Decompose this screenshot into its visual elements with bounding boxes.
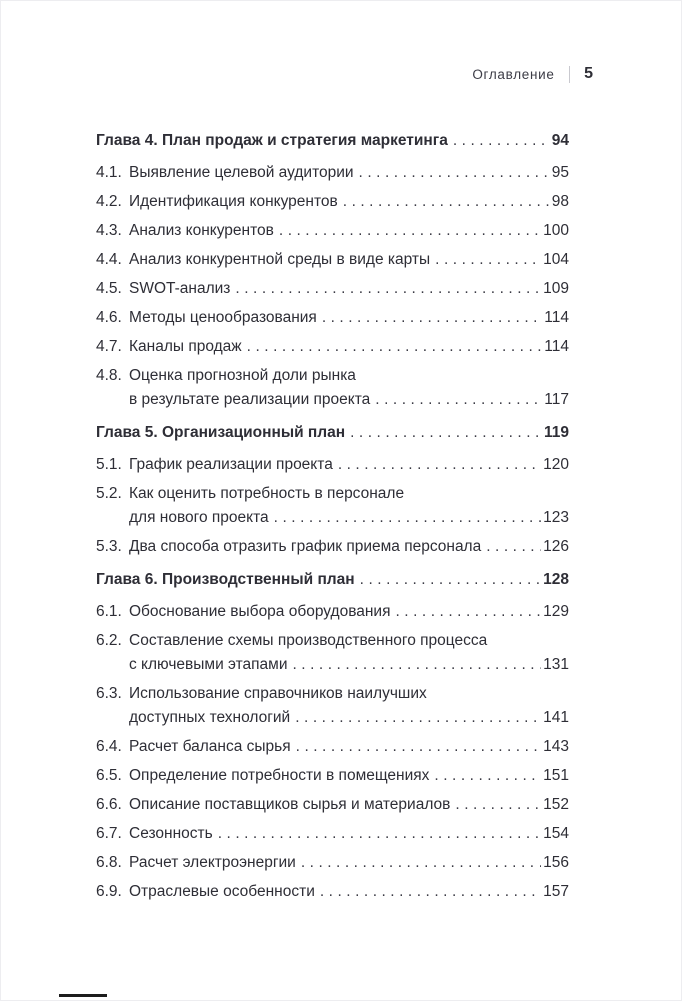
toc-entry-number: 4.7.: [96, 338, 122, 355]
toc-chapter-entry[interactable]: [96, 129, 569, 153]
toc-entry-title: в результате реализации проекта: [129, 391, 371, 408]
toc-entry-page: 109: [543, 280, 569, 297]
dot-leader: [322, 306, 542, 330]
toc-entry-title: для нового проекта: [129, 509, 269, 526]
toc-entry-number: 6.7.: [96, 825, 122, 842]
toc-entry-body: [129, 764, 569, 788]
toc-entry-title: Сезонность: [129, 825, 213, 842]
toc-entry-page: 114: [544, 338, 569, 355]
toc-entry-body: [129, 248, 569, 272]
toc-entry-title: Анализ конкурентной среды в виде карты: [129, 251, 431, 268]
dot-leader: [434, 764, 541, 788]
toc-entry-number: 4.8.: [96, 367, 122, 384]
toc-entry-title: Анализ конкурентов: [129, 222, 274, 239]
toc-entry-body: [129, 161, 569, 185]
toc-entry-title: Каналы продаж: [129, 338, 242, 355]
toc-entry-body: [129, 306, 569, 330]
toc-entry-number: 6.4.: [96, 738, 122, 755]
toc-entry-number: 5.1.: [96, 456, 122, 473]
toc-entry[interactable]: [96, 822, 569, 846]
dot-leader: [301, 851, 541, 875]
dot-leader: [295, 706, 541, 730]
dot-leader: [486, 535, 541, 559]
toc-entry[interactable]: [96, 764, 569, 788]
dot-leader: [396, 600, 542, 624]
toc-entry[interactable]: [96, 248, 569, 272]
toc-entry-body: [129, 851, 569, 875]
toc-entry-title: Отраслевые особенности: [129, 883, 315, 900]
toc-entry-title: Глава 6. Производственный план: [96, 571, 355, 588]
toc-entry[interactable]: [96, 851, 569, 875]
toc-entry-body: [96, 421, 569, 445]
dot-leader: [338, 453, 541, 477]
toc-chapter-entry[interactable]: [96, 568, 569, 592]
toc-entry-title: Выявление целевой аудитории: [129, 164, 354, 181]
toc-entry-page: 143: [543, 738, 569, 755]
toc-entry-title: Как оценить потребность в персонале: [129, 485, 405, 502]
toc-section: [96, 568, 569, 904]
dot-leader: [296, 735, 541, 759]
toc-entry-number: 5.3.: [96, 538, 122, 555]
dot-leader: [247, 335, 543, 359]
toc-entry-page: 129: [543, 603, 569, 620]
toc-entry-page: 117: [544, 391, 569, 408]
dot-leader: [453, 129, 550, 153]
toc-entry[interactable]: [96, 482, 569, 530]
toc-entry-page: 119: [543, 424, 569, 441]
toc-entry-body: [129, 880, 569, 904]
toc-entry[interactable]: [96, 306, 569, 330]
toc-entry-number: 6.9.: [96, 883, 122, 900]
toc-entry-page: 114: [544, 309, 569, 326]
toc-entry-number: 4.5.: [96, 280, 122, 297]
toc-entry-body: [129, 190, 569, 214]
toc-entry-page: 123: [543, 509, 569, 526]
toc-entry-number: 4.1.: [96, 164, 122, 181]
dot-leader: [218, 822, 541, 846]
toc-entry[interactable]: [96, 161, 569, 185]
toc-entry-title: Описание поставщиков сырья и материалов: [129, 796, 451, 813]
toc-entry[interactable]: [96, 682, 569, 730]
toc-entry-body: [129, 793, 569, 817]
toc-entry-title: Методы ценообразования: [129, 309, 317, 326]
toc-entry[interactable]: [96, 453, 569, 477]
header-title: Оглавление: [472, 66, 555, 82]
toc-entry-page: 128: [543, 571, 569, 588]
toc-entry-page: 152: [543, 796, 569, 813]
toc-entry-body: [129, 364, 569, 412]
toc-entry-page: 151: [543, 767, 569, 784]
dot-leader: [274, 506, 541, 530]
toc-entry-page: 95: [551, 164, 569, 181]
toc-entry-page: 154: [543, 825, 569, 842]
dot-leader: [359, 161, 550, 185]
header-page-number: 5: [584, 65, 593, 82]
dot-leader: [375, 388, 542, 412]
toc-entry-number: 4.2.: [96, 193, 122, 210]
toc-entry-number: 6.2.: [96, 632, 122, 649]
toc-entry-title: Обоснование выбора оборудования: [129, 603, 391, 620]
toc-entry-number: 5.2.: [96, 485, 122, 502]
toc-entry-title: с ключевыми этапами: [129, 656, 288, 673]
toc-entry-number: 6.1.: [96, 603, 122, 620]
toc-entry-number: 6.8.: [96, 854, 122, 871]
toc-entry-title: Расчет баланса сырья: [129, 738, 291, 755]
toc-entry-page: 131: [543, 656, 569, 673]
toc-entry-page: 126: [543, 538, 569, 555]
toc-entry-title: Оценка прогнозной доли рынка: [129, 367, 356, 384]
toc-entry-body: [129, 277, 569, 301]
toc-entry-page: 100: [543, 222, 569, 239]
toc-entry-page: 120: [543, 456, 569, 473]
dot-leader: [235, 277, 541, 301]
dot-leader: [350, 421, 542, 445]
toc-list: [96, 129, 593, 904]
toc-entry[interactable]: [96, 335, 569, 359]
toc-entry-number: 4.4.: [96, 251, 122, 268]
toc-entry-body: [96, 129, 569, 153]
toc-entry-title: Глава 5. Организационный план: [96, 424, 346, 441]
toc-entry[interactable]: [96, 735, 569, 759]
toc-entry-title: Расчет электроэнергии: [129, 854, 296, 871]
toc-entry[interactable]: [96, 629, 569, 677]
toc-entry-page: 94: [551, 132, 569, 149]
toc-entry[interactable]: [96, 364, 569, 412]
toc-entry-title: Два способа отразить график приема персонала: [129, 538, 482, 555]
toc-entry-page: 104: [543, 251, 569, 268]
toc-entry-title: SWOT-анализ: [129, 280, 231, 297]
toc-chapter-entry[interactable]: [96, 421, 569, 445]
toc-entry-number: 4.6.: [96, 309, 122, 326]
page-header: [96, 65, 593, 83]
toc-entry[interactable]: [96, 600, 569, 624]
dot-leader: [360, 568, 541, 592]
toc-entry-number: 6.3.: [96, 685, 122, 702]
toc-entry[interactable]: [96, 880, 569, 904]
toc-entry-title: Использование справочников наилучших: [129, 685, 427, 702]
toc-entry-title: Определение потребности в помещениях: [129, 767, 430, 784]
toc-entry-body: [129, 682, 569, 730]
toc-entry-body: [129, 219, 569, 243]
toc-entry[interactable]: [96, 277, 569, 301]
dot-leader: [279, 219, 541, 243]
page-edge-mark: [59, 994, 107, 997]
toc-entry-body: [129, 453, 569, 477]
dot-leader: [343, 190, 550, 214]
toc-entry-body: [129, 335, 569, 359]
dot-leader: [435, 248, 541, 272]
toc-section: [96, 129, 569, 412]
toc-entry-title: Идентификация конкурентов: [129, 193, 338, 210]
header-divider: [569, 66, 571, 83]
toc-entry-title: Составление схемы производственного процесса: [129, 632, 488, 649]
toc-entry[interactable]: [96, 219, 569, 243]
toc-entry-body: [129, 535, 569, 559]
toc-entry-page: 156: [543, 854, 569, 871]
toc-entry-page: 157: [543, 883, 569, 900]
toc-entry-page: 141: [543, 709, 569, 726]
toc-entry[interactable]: [96, 190, 569, 214]
toc-entry-body: [129, 482, 569, 530]
dot-leader: [292, 653, 541, 677]
toc-entry-number: 6.6.: [96, 796, 122, 813]
toc-entry-title: Глава 4. План продаж и стратегия маркетинга: [96, 132, 448, 149]
toc-entry-title: График реализации проекта: [129, 456, 333, 473]
dot-leader: [320, 880, 541, 904]
toc-entry-page: 98: [551, 193, 569, 210]
toc-entry-number: 4.3.: [96, 222, 122, 239]
toc-entry[interactable]: [96, 535, 569, 559]
toc-entry-body: [129, 822, 569, 846]
toc-entry[interactable]: [96, 793, 569, 817]
toc-entry-number: 6.5.: [96, 767, 122, 784]
toc-entry-body: [129, 600, 569, 624]
toc-entry-title: доступных технологий: [129, 709, 291, 726]
dot-leader: [455, 793, 541, 817]
toc-section: [96, 421, 569, 559]
toc-entry-body: [96, 568, 569, 592]
toc-entry-body: [129, 735, 569, 759]
toc-entry-body: [129, 629, 569, 677]
